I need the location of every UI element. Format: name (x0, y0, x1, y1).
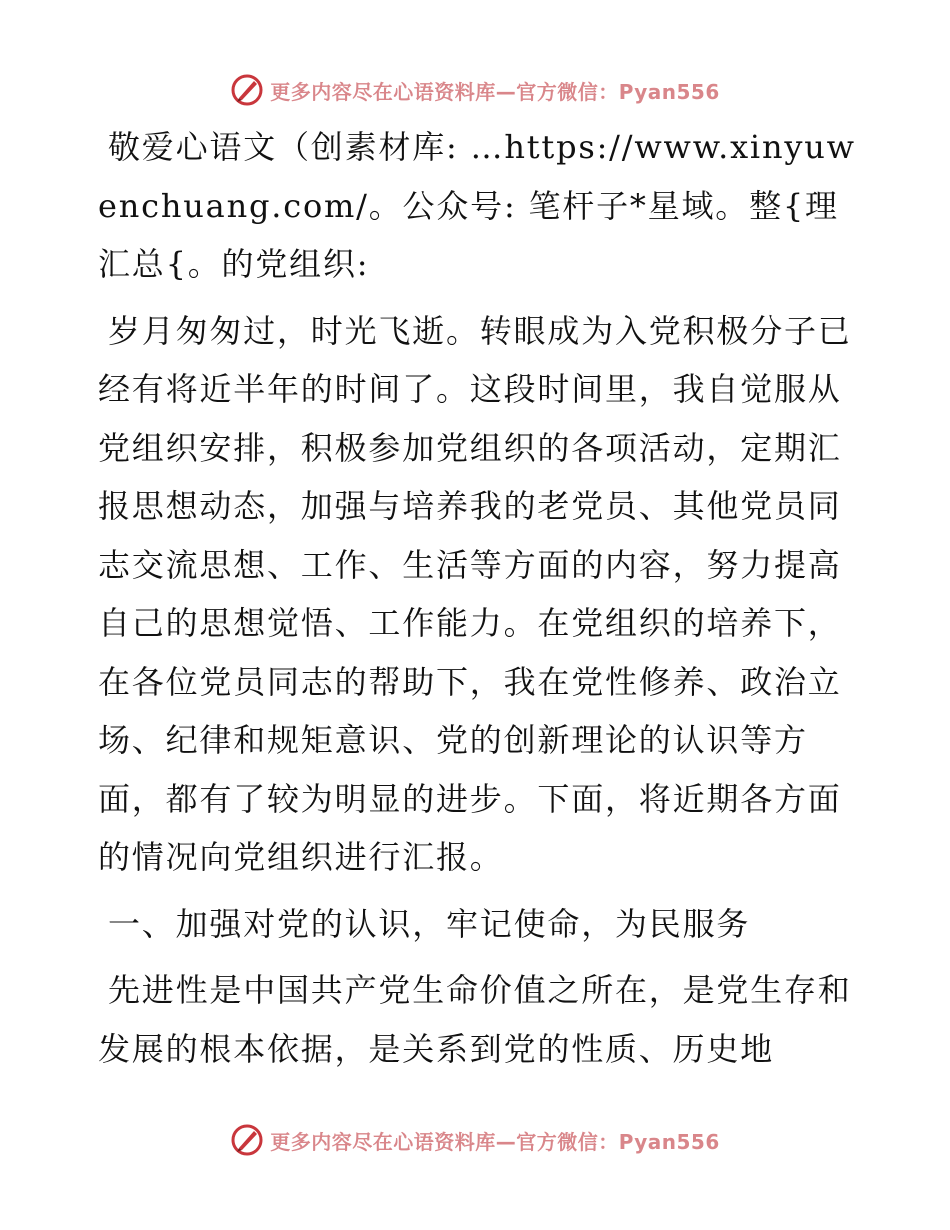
paragraph-intro: 岁月匆匆过，时光飞逝。转眼成为入党积极分子已经有将近半年的时间了。这段时间里，我自觉服从党组织安排，积极参加党组织的各项活动，定期汇报思想动态，加强与培养我的老党员、其他党员同志交流思想、工作、生活等方面的内容，努力提高自己的思想觉悟、工作能力。在党组织的培养下，在各位党员同志的帮助下，我在党性修养、政治立场、纪律和规矩意识、党的创新理论的认识等方面，都有了较为明显的进步。下面，将近期各方面的情况向党组织进行汇报。 (98, 311, 852, 876)
header-watermark-text: 更多内容尽在心语资料库—官方微信：Pyan556 (270, 79, 720, 104)
footer-watermark-banner (0, 1120, 950, 1160)
section-heading-1: 一、加强对党的认识，牢记使命，为民服务 (108, 904, 751, 943)
paragraph-section-1: 先进性是中国共产党生命价值之所在，是党生存和发展的根本依据，是关系到党的性质、历史地 (98, 971, 852, 1068)
document-body (98, 118, 858, 1078)
footer-watermark-text: 更多内容尽在心语资料库—官方微信：Pyan556 (270, 1129, 720, 1154)
header-watermark-banner (0, 70, 950, 110)
paragraph-salutation: 敬爱心语文（创素材库: …https://www.xinyuwenchuang.com/。公众号: 笔杆子*星域。整{理汇总{。的党组织: (98, 128, 856, 283)
quill-pen-logo-icon (230, 73, 264, 107)
quill-pen-logo-icon (230, 1123, 264, 1157)
